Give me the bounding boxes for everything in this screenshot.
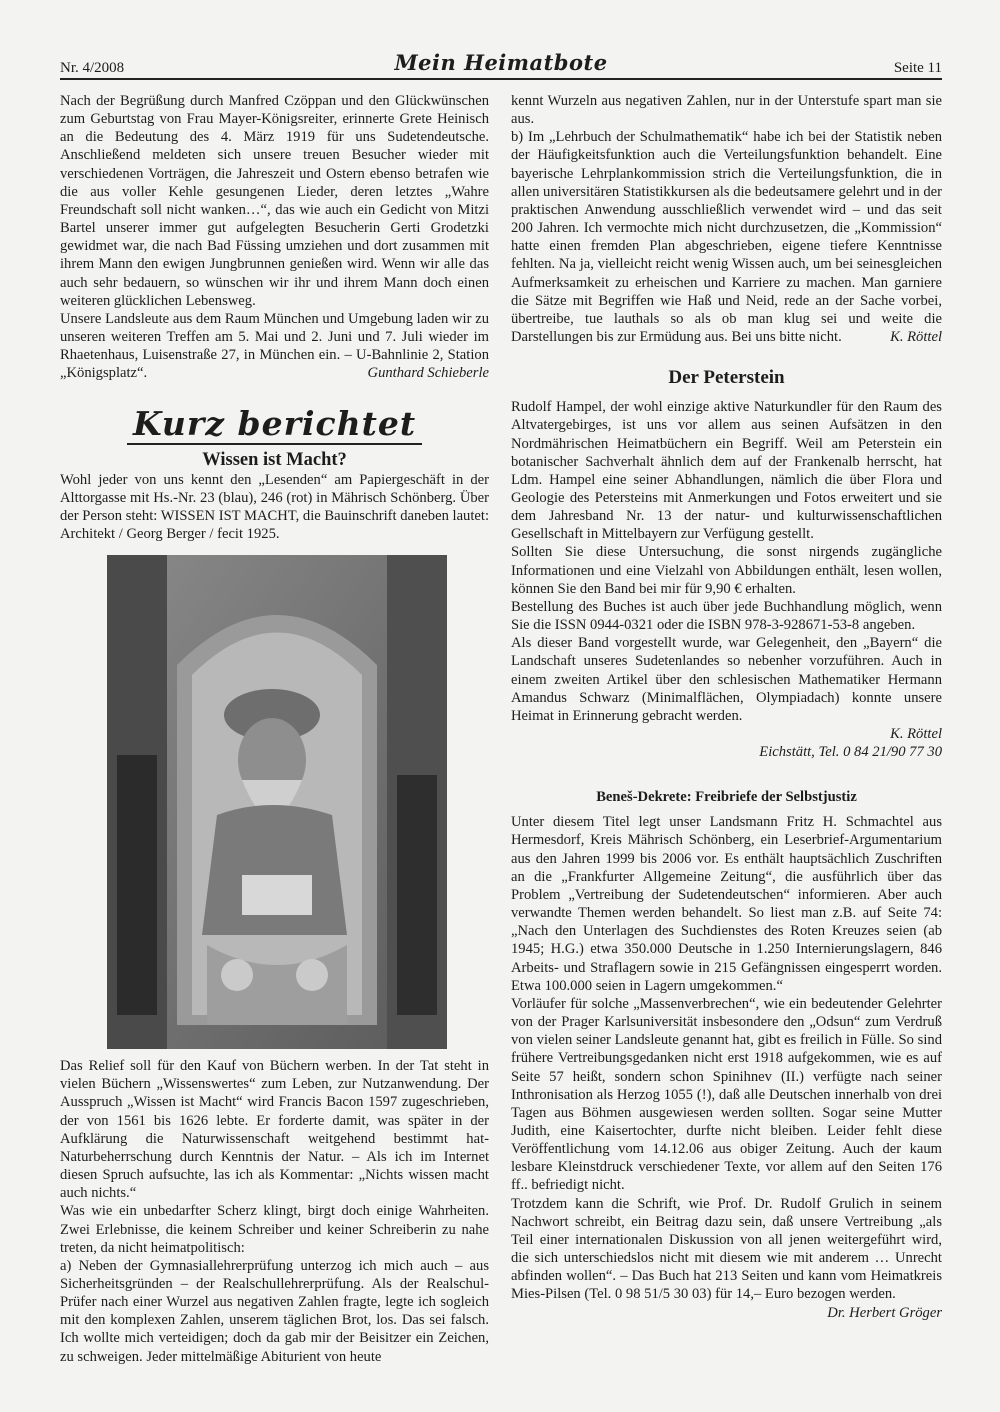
benes-paragraph-3-text: Trotzdem kann die Schrift, wie Prof. Dr. Rudolf Grulich in seinem Nachwort schreibt, ein Beitrag dazu sein, daß unsere Vertreibung „als Teil einer internationalen Diskussion von all jenen weitergeführt wird, die sich unterschiedslos nicht mit diesem wie mit anderem … Unrecht abfinden wollen“. – Das Buch hat 213 Seiten und kann vom Heimatkreis Mies-Pilsen (Tel. 0 98 51/5 30 03) für 14,– Euro bezogen werden. bbox=[511, 1195, 942, 1303]
page-number: Seite 11 bbox=[893, 60, 942, 76]
header-rule bbox=[60, 78, 942, 80]
benes-paragraph-1: Unter diesem Titel legt unser Landsmann Fritz H. Schmachtel aus Hermesdorf, Kreis Mährisch Schönberg, ein Leserbrief-Argumentarium aus den Jahren 1999 bis 2006 vor. Es enthält hauptsächlich Zuschriften an die „Frankfurter Allgemeine Zeitung“, die ausführlich über das Problem „Vertreibung der Sudetendeutschen“ informieren. Aber auch verwandte Themen werden behandelt. So liest man z.B. auf Seite 74: „Nach den Unterlagen des Suchdienstes des Roten Kreuzes seien (ab 1945; H.G.) etwa 350.000 Deutsche in 1.250 Internierungslagern, 846 Arbeits- und Straflagern sowie in 215 Gefängnissen eingesperrt worden. Etwa 100.000 seien in Lagern umgekommen.“ bbox=[511, 814, 942, 994]
continued-paragraph-2 bbox=[511, 128, 942, 346]
section-banner-text: Kurz berichtet bbox=[127, 405, 422, 445]
relief-photo-image bbox=[107, 555, 447, 1049]
benes-author: Dr. Herbert Gröger bbox=[827, 1304, 942, 1321]
article-title-benes: Beneš-Dekrete: Freibriefe der Selbstjustiz bbox=[596, 789, 857, 806]
left-column bbox=[60, 92, 489, 1366]
continued-paragraph-1: kennt Wurzeln aus negativen Zahlen, nur in der Unterstufe spart man sie aus. bbox=[511, 93, 942, 128]
article-title-peterstein: Der Peterstein bbox=[668, 367, 785, 389]
masthead-logo: Mein Heimatbote bbox=[394, 50, 608, 75]
intro-paragraph-2-text: Unsere Landsleute aus dem Raum München und Umgebung laden wir zu unseren weiteren Treffen am 5. Mai und 2. Juni und 7. Juli wieder im Rhaetenhaus, Luisenstraße 27, in München ein. – U-Bahnlinie 2, Station „Königsplatz“. bbox=[60, 310, 489, 382]
wissen-paragraph-2: Das Relief soll für den Kauf von Büchern werben. In der Tat steht in vielen Büchern „Wissenswertes“ zum Leben, zur Nutzanwendung. Der Ausspruch „Wissen ist Macht“ wird Francis Bacon 1597 zugeschrieben, der von 1561 bis 1626 lebte. Er forderte damit, was später in der Aufklärung die Naturwissenschaft weitgehend bestimmt hat-Naturbeherrschung durch Kenntnis der Natur. – Als ich im Internet diesen Spruch aufsuchte, las ich als Kommentar: „Nichts wissen macht auch nichts.“ bbox=[60, 1058, 489, 1202]
article-title-wissen: Wissen ist Macht? bbox=[202, 449, 347, 470]
intro-author: Gunthard Schieberle bbox=[367, 365, 489, 382]
intro-paragraph-2 bbox=[60, 310, 489, 383]
continued-author: K. Röttel bbox=[890, 329, 942, 346]
continued-paragraph-2-text: b) Im „Lehrbuch der Schulmathematik“ habe ich bei der Statistik neben der Häufigkeitsfunktion auch die Verteilungsfunktion behandelt. Eine bayerische Lehrplankommission strich die Verteilungsfunktion, die in allen universitären Statistikkursen als die bedeutsamere gelehrt und in der praktischen Anwendung ausschließlich verwendet wird – und das seit 200 Jahren. Ich vermochte mich nicht durchzusetzen, die „Kommission“ hatte einen fremden Plan abgeschrieben, eigene tiefere Kenntnisse fehlten. Na ja, vielleicht reicht wenig Wissen auch, um bei seinesgleichen Aufmerksamkeit zu erheischen und Karriere zu machen. Man garniere die Sätze mit Begriffen wie Haß und Neid, rede an der Sache vorbei, übertreibe, tue lauthals so als ob man klug sei und weite die Darstellungen bis zur Ermüdung aus. Bei uns bitte nicht. bbox=[511, 129, 942, 346]
peterstein-paragraph-2: Sollten Sie diese Untersuchung, die sonst nirgends zugängliche Informationen und eine Vielzahl von Abbildungen enthält, lesen wollen, können Sie den Band bei mir für 9,90 € erhalten. bbox=[511, 544, 942, 597]
page-header bbox=[60, 50, 942, 80]
peterstein-author: K. Röttel bbox=[890, 726, 942, 742]
issue-number: Nr. 4/2008 bbox=[60, 60, 125, 76]
intro-paragraph: Nach der Begrüßung durch Manfred Czöppan und den Glückwünschen zum Geburtstag von Frau Mayer-Königsreiter, erinnerte Grete Heinisch an die Bedeutung des 4. März 1919 für uns Sudetendeutsche. Anschließend meldeten sich unsere treuen Besucher wieder mit verschiedenen Vorträgen, die Jahreszeit und Ostern ebenso betrafen wie die aus voller Kehle gesungenen Lieder, deren letztes „Wahre Freundschaft soll nicht wanken…“, das wie auch ein Gedicht von Mitzi Bartel unserer immer gut aufgelegten Besucherin Gerti Grodetzki gewidmet war, die nach Bad Füssing umziehen und dort zusammen mit ihrem Mann den ewigen Jungbrunnen genießen wird. Wenn wir alle das auch sehr bedauern, so wünschen wir ihr und ihrem Mann doch einen weiteren glücklichen Lebensweg. bbox=[60, 93, 489, 309]
peterstein-paragraph-1: Rudolf Hampel, der wohl einzige aktive Naturkundler für den Raum des Altvatergebirges, ist uns vor allem aus seinen Aufsätzen in den Nordmährischen Heimatbüchern ein Begriff. Weil am Peterstein ein botanischer Sachverhalt ähnlich dem auf der Frankenalb herrscht, hat Ldm. Hampel eine seiner Abhandlungen, nämlich die über Flora und Geologie des Petersteins mit Anmerkungen und Fotos erweitert und sie dem Jahresband Nr. 13 der natur- und kulturwissenschaftlichen Gesellschaft in Mittelbayern zur Verfügung gestellt. bbox=[511, 399, 942, 543]
wissen-paragraph-4: a) Neben der Gymnasiallehrerprüfung unterzog ich mich auch – aus Sicherheitsgründen – der Realschullehrerprüfung. Als der Realschul-Prüfer nach einer Wurzel aus negativen Zahlen fragte, legte ich sogleich mit den komplexen Zahlen, unserem täglichen Brot, los. Das sei falsch. Ich wollte mich verteidigen; doch da gab mir der Beisitzer ein Zeichen, zu schweigen. Jeder mittelmäßige Abiturient von heute bbox=[60, 1257, 489, 1365]
peterstein-paragraph-4: Als dieser Band vorgestellt wurde, war Gelegenheit, den „Bayern“ die Landschaft unseres Sudetenlandes so nebenher vorzuführen. Auch in einem zweiten Artikel über den schlesischen Mathematiker Hermann Amandus Schwarz (Minimalflächen, Olympiadach) konnte unsere Heimat in Erinnerung gebracht werden. bbox=[511, 635, 942, 724]
section-banner-kurz-berichtet bbox=[60, 405, 489, 445]
relief-photo bbox=[107, 555, 447, 1049]
benes-paragraph-2: Vorläufer für solche „Massenverbrechen“, wie ein bedeutender Gelehrter von der Prager Karlsuniversität insbesondere den „Odsun“ zum Verdruß von vielen seiner Landsleute genannt hat, gibt es freilich in Fülle. So sind frühere Vertreibungsgedanken nicht erst 1918 aufgekommen, wie es auf Seite 57 heißt, sondern schon Spinihnev (II.) verfügte nach seiner Inthronisation als Herzog 1055 (!), daß alle Deutschen innerhalb von drei Tagen aus Böhmen ausgewiesen werden sollten. Sogar seine Mutter Judith, eine Kaisertochter, durfte nicht bleiben. Leider fehlt diese Veröffentlichung vom 14.12.06 aus obiger Zeitung. Auch der kaum lesbare Kleinstdruck verschiedener Texte, vor allem auf den Seiten 176 ff.. befriedigt nicht. bbox=[511, 995, 942, 1194]
peterstein-contact: Eichstätt, Tel. 0 84 21/90 77 30 bbox=[759, 744, 942, 761]
wissen-paragraph-1: Wohl jeder von uns kennt den „Lesenden“ am Papiergeschäft in der Alttorgasse mit Hs.-Nr. 23 (blau), 246 (rot) in Mährisch Schönberg. Über der Person steht: WISSEN IST MACHT, die Bauinschrift daneben lautet: Architekt / Georg Berger / fecit 1925. bbox=[60, 471, 489, 542]
benes-paragraph-3 bbox=[511, 1195, 942, 1321]
wissen-paragraph-3: Was wie ein unbedarfter Scherz klingt, birgt doch einige Wahrheiten. Zwei Erlebnisse, die keinem Schreiber und keiner Schreiberin zu nahe treten, da nicht heimatpolitisch: bbox=[60, 1203, 489, 1256]
peterstein-paragraph-3: Bestellung des Buches ist auch über jede Buchhandlung möglich, wenn Sie die ISSN 0944-0321 oder die ISBN 978-3-928671-53-8 angeben. bbox=[511, 598, 942, 634]
right-column bbox=[511, 92, 942, 1322]
